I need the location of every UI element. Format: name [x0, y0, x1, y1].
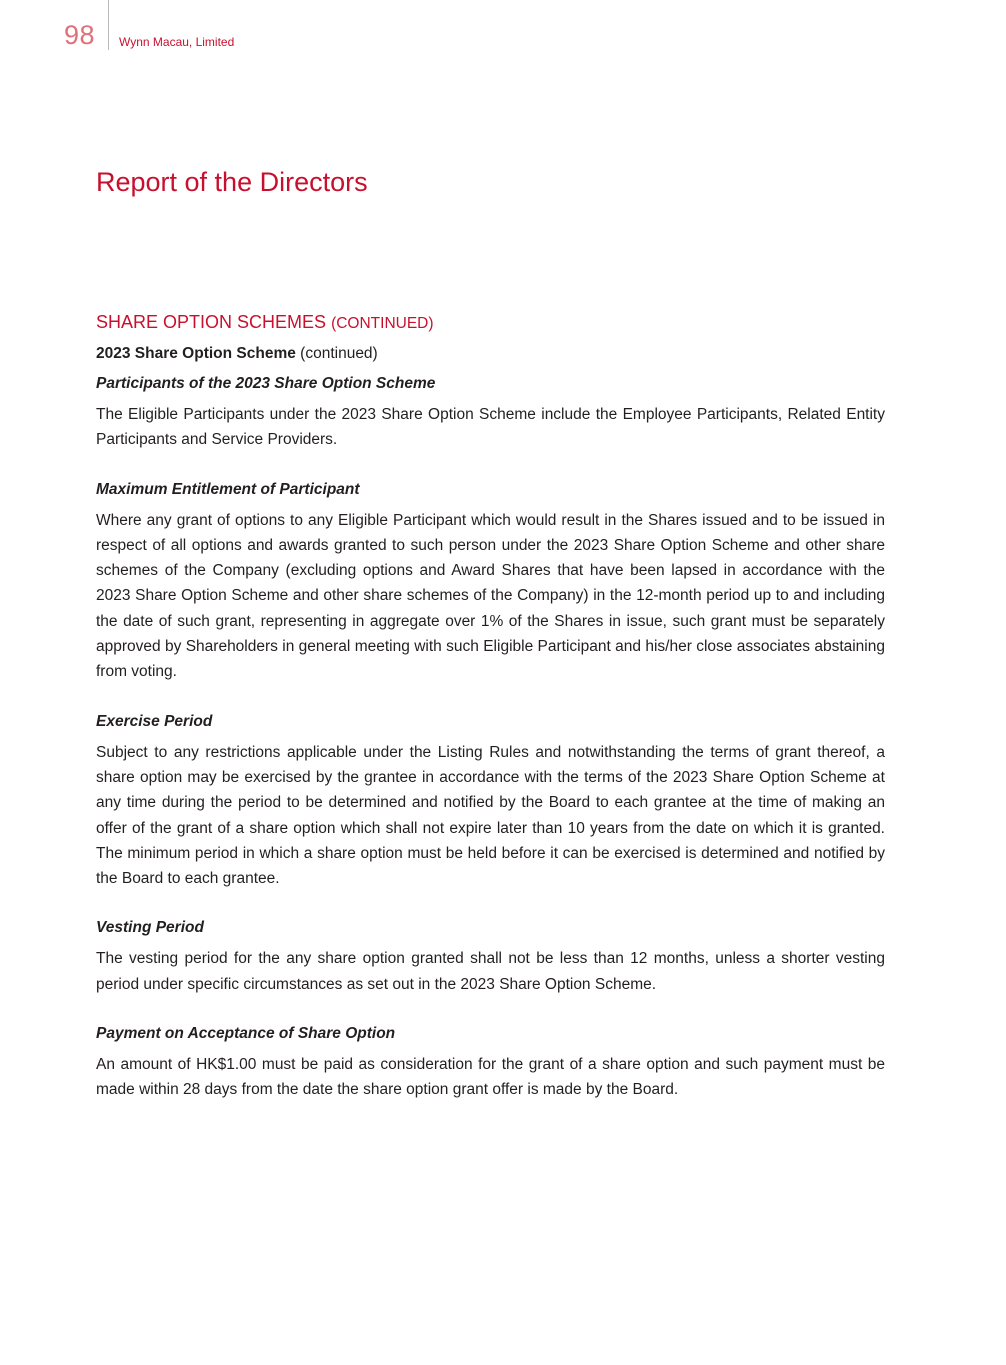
- participants-block: [96, 372, 885, 453]
- scheme-subheading: [96, 342, 885, 366]
- section-heading-text: SHARE OPTION SCHEMES: [96, 312, 327, 332]
- company-name: Wynn Macau, Limited: [119, 35, 235, 49]
- section-heading-suffix: (CONTINUED): [331, 315, 434, 332]
- header-divider: [108, 0, 109, 50]
- scheme-subheading-suffix: (continued): [300, 345, 378, 362]
- max-entitlement-heading: Maximum Entitlement of Participant: [96, 480, 360, 498]
- section-heading: [96, 310, 885, 336]
- vesting-period-heading: Vesting Period: [96, 919, 204, 937]
- payment-text: An amount of HK$1.00 must be paid as consideration for the grant of a share option and such payment must be made within 28 days from the date the share option grant offer is made by the Board.: [96, 1056, 885, 1099]
- exercise-period-block: [96, 710, 885, 892]
- scheme-subheading-bold: 2023 Share Option Scheme: [96, 345, 296, 362]
- max-entitlement-block: [96, 478, 885, 685]
- exercise-period-heading: Exercise Period: [96, 712, 213, 730]
- max-entitlement-text: Where any grant of options to any Eligible Participant which would result in the Shares issued and to be issued in respect of all options and awards granted to such person under the 2023 Share Option Scheme and other share schemes of the Company (excluding options and Award Shares that have been lapsed in accordance with the 2023 Share Option Scheme and other share schemes of the Company) in the 12-month period up to and including the date of such grant, representing in aggregate over 1% of the Shares in issue, such grant must be separately approved by Shareholders in general meeting with such Eligible Participant and his/her close associates abstaining from voting.: [96, 511, 885, 681]
- page-title: Report of the Directors: [96, 167, 368, 197]
- exercise-period-text: Subject to any restrictions applicable under the Listing Rules and notwithstanding the terms of grant thereof, a share option may be exercised by the grantee in accordance with the terms of the 2023 Share Option Scheme at any time during the period to be determined and notified by the Board to each grantee at the time of making an offer of the grant of a share option which shall not expire later than 10 years from the date on which it is granted. The minimum period in which a share option must be held before it can be exercised is determined and notified by the Board to each grantee.: [96, 743, 885, 888]
- participants-text: The Eligible Participants under the 2023 Share Option Scheme include the Employee Participants, Related Entity Participants and Service Providers.: [96, 406, 885, 449]
- payment-block: [96, 1022, 885, 1103]
- vesting-period-block: [96, 916, 885, 997]
- page-number: 98: [64, 20, 96, 50]
- payment-heading: Payment on Acceptance of Share Option: [96, 1025, 396, 1043]
- vesting-period-text: The vesting period for the any share option granted shall not be less than 12 months, unless a shorter vesting period under specific circumstances as set out in the 2023 Share Option Scheme.: [96, 950, 885, 993]
- content-body: [96, 310, 885, 1128]
- participants-heading: Participants of the 2023 Share Option Scheme: [96, 375, 436, 392]
